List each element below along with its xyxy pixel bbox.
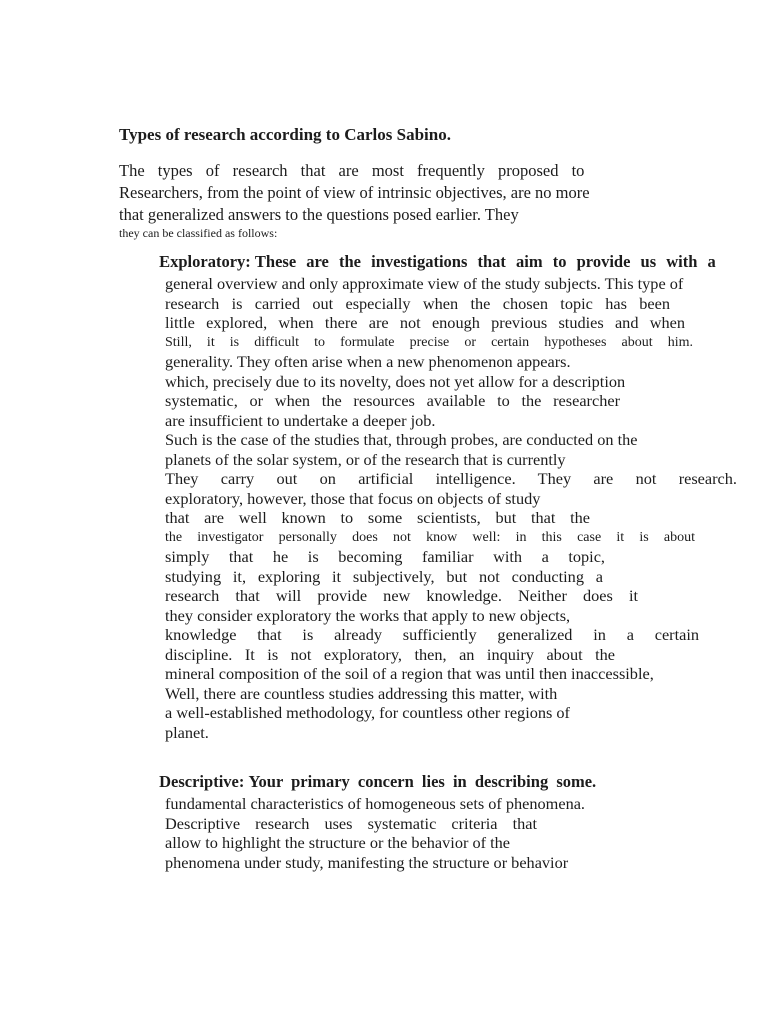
- text-line: knowledge that is already sufficiently generalized in a certain: [165, 625, 699, 644]
- text-line: they consider exploratory the works that apply to new objects,: [165, 605, 571, 625]
- intro-line: The types of research that are most frequently proposed to: [119, 161, 585, 180]
- text-line: general overview and only approximate view of the study subjects. This type of: [165, 274, 684, 293]
- text-line: systematic, or when the resources available to the researcher: [165, 391, 620, 410]
- text-line: research that will provide new knowledge. Neither does it: [165, 586, 638, 605]
- text-line: which, precisely due to its novelty, does not yet allow for a description: [165, 371, 626, 391]
- text-line: that are well known to some scientists, but that the: [165, 508, 590, 527]
- text-line: a well-established methodology, for countless other regions of: [165, 703, 570, 722]
- text-line: fundamental characteristics of homogeneous sets of phenomena.: [165, 794, 586, 813]
- intro-paragraph: [119, 160, 590, 240]
- exploratory-label: Exploratory:: [159, 252, 251, 271]
- intro-line: Researchers, from the point of view of intrinsic objectives, are no more: [119, 183, 590, 202]
- text-line: Descriptive research uses systematic criteria that: [165, 813, 537, 833]
- text-line: mineral composition of the soil of a region that was until then inaccessible,: [165, 664, 654, 683]
- intro-line: that generalized answers to the questions posed earlier. They: [119, 205, 519, 224]
- text-line: Well, there are countless studies addressing this matter, with: [165, 683, 558, 703]
- descriptive-first-line: Your primary concern lies in describing some.: [248, 772, 597, 791]
- descriptive-body: [165, 794, 739, 872]
- intro-line-small: they can be classified as follows:: [119, 226, 278, 240]
- text-line: exploratory, however, those that focus on objects of study: [165, 488, 541, 508]
- exploratory-body: [165, 274, 739, 742]
- text-line: research is carried out especially when the chosen topic has been: [165, 293, 670, 313]
- text-line: little explored, when there are not enough previous studies and when: [165, 313, 685, 332]
- text-line: discipline. It is not exploratory, then, an inquiry about the: [165, 644, 615, 664]
- descriptive-bullet: [143, 772, 596, 792]
- exploratory-bullet: [143, 252, 716, 272]
- text-line: Such is the case of the studies that, through probes, are conducted on the: [165, 430, 638, 449]
- descriptive-label: Descriptive:: [159, 772, 245, 791]
- exploratory-first-line: These are the investigations that aim to provide us with a: [254, 252, 716, 271]
- text-line: simply that he is becoming familiar with a topic,: [165, 547, 605, 566]
- text-line: studying it, exploring it subjectively, but not conducting a: [165, 566, 603, 586]
- text-line: planets of the solar system, or of the research that is currently: [165, 449, 566, 469]
- text-line: allow to highlight the structure or the behavior of the: [165, 833, 510, 852]
- text-line: generality. They often arise when a new phenomenon appears.: [165, 352, 571, 371]
- text-line: are insufficient to undertake a deeper job.: [165, 410, 436, 430]
- text-line: planet.: [165, 722, 209, 742]
- text-line: Still, it is difficult to formulate precise or certain hypotheses about him.: [165, 334, 693, 350]
- document-title: Types of research according to Carlos Sabino.: [119, 125, 451, 144]
- text-line: phenomena under study, manifesting the structure or behavior: [165, 852, 569, 872]
- text-line: the investigator personally does not know well: in this case it is about: [165, 529, 695, 545]
- text-line: They carry out on artificial intelligence. They are not research.: [165, 469, 737, 488]
